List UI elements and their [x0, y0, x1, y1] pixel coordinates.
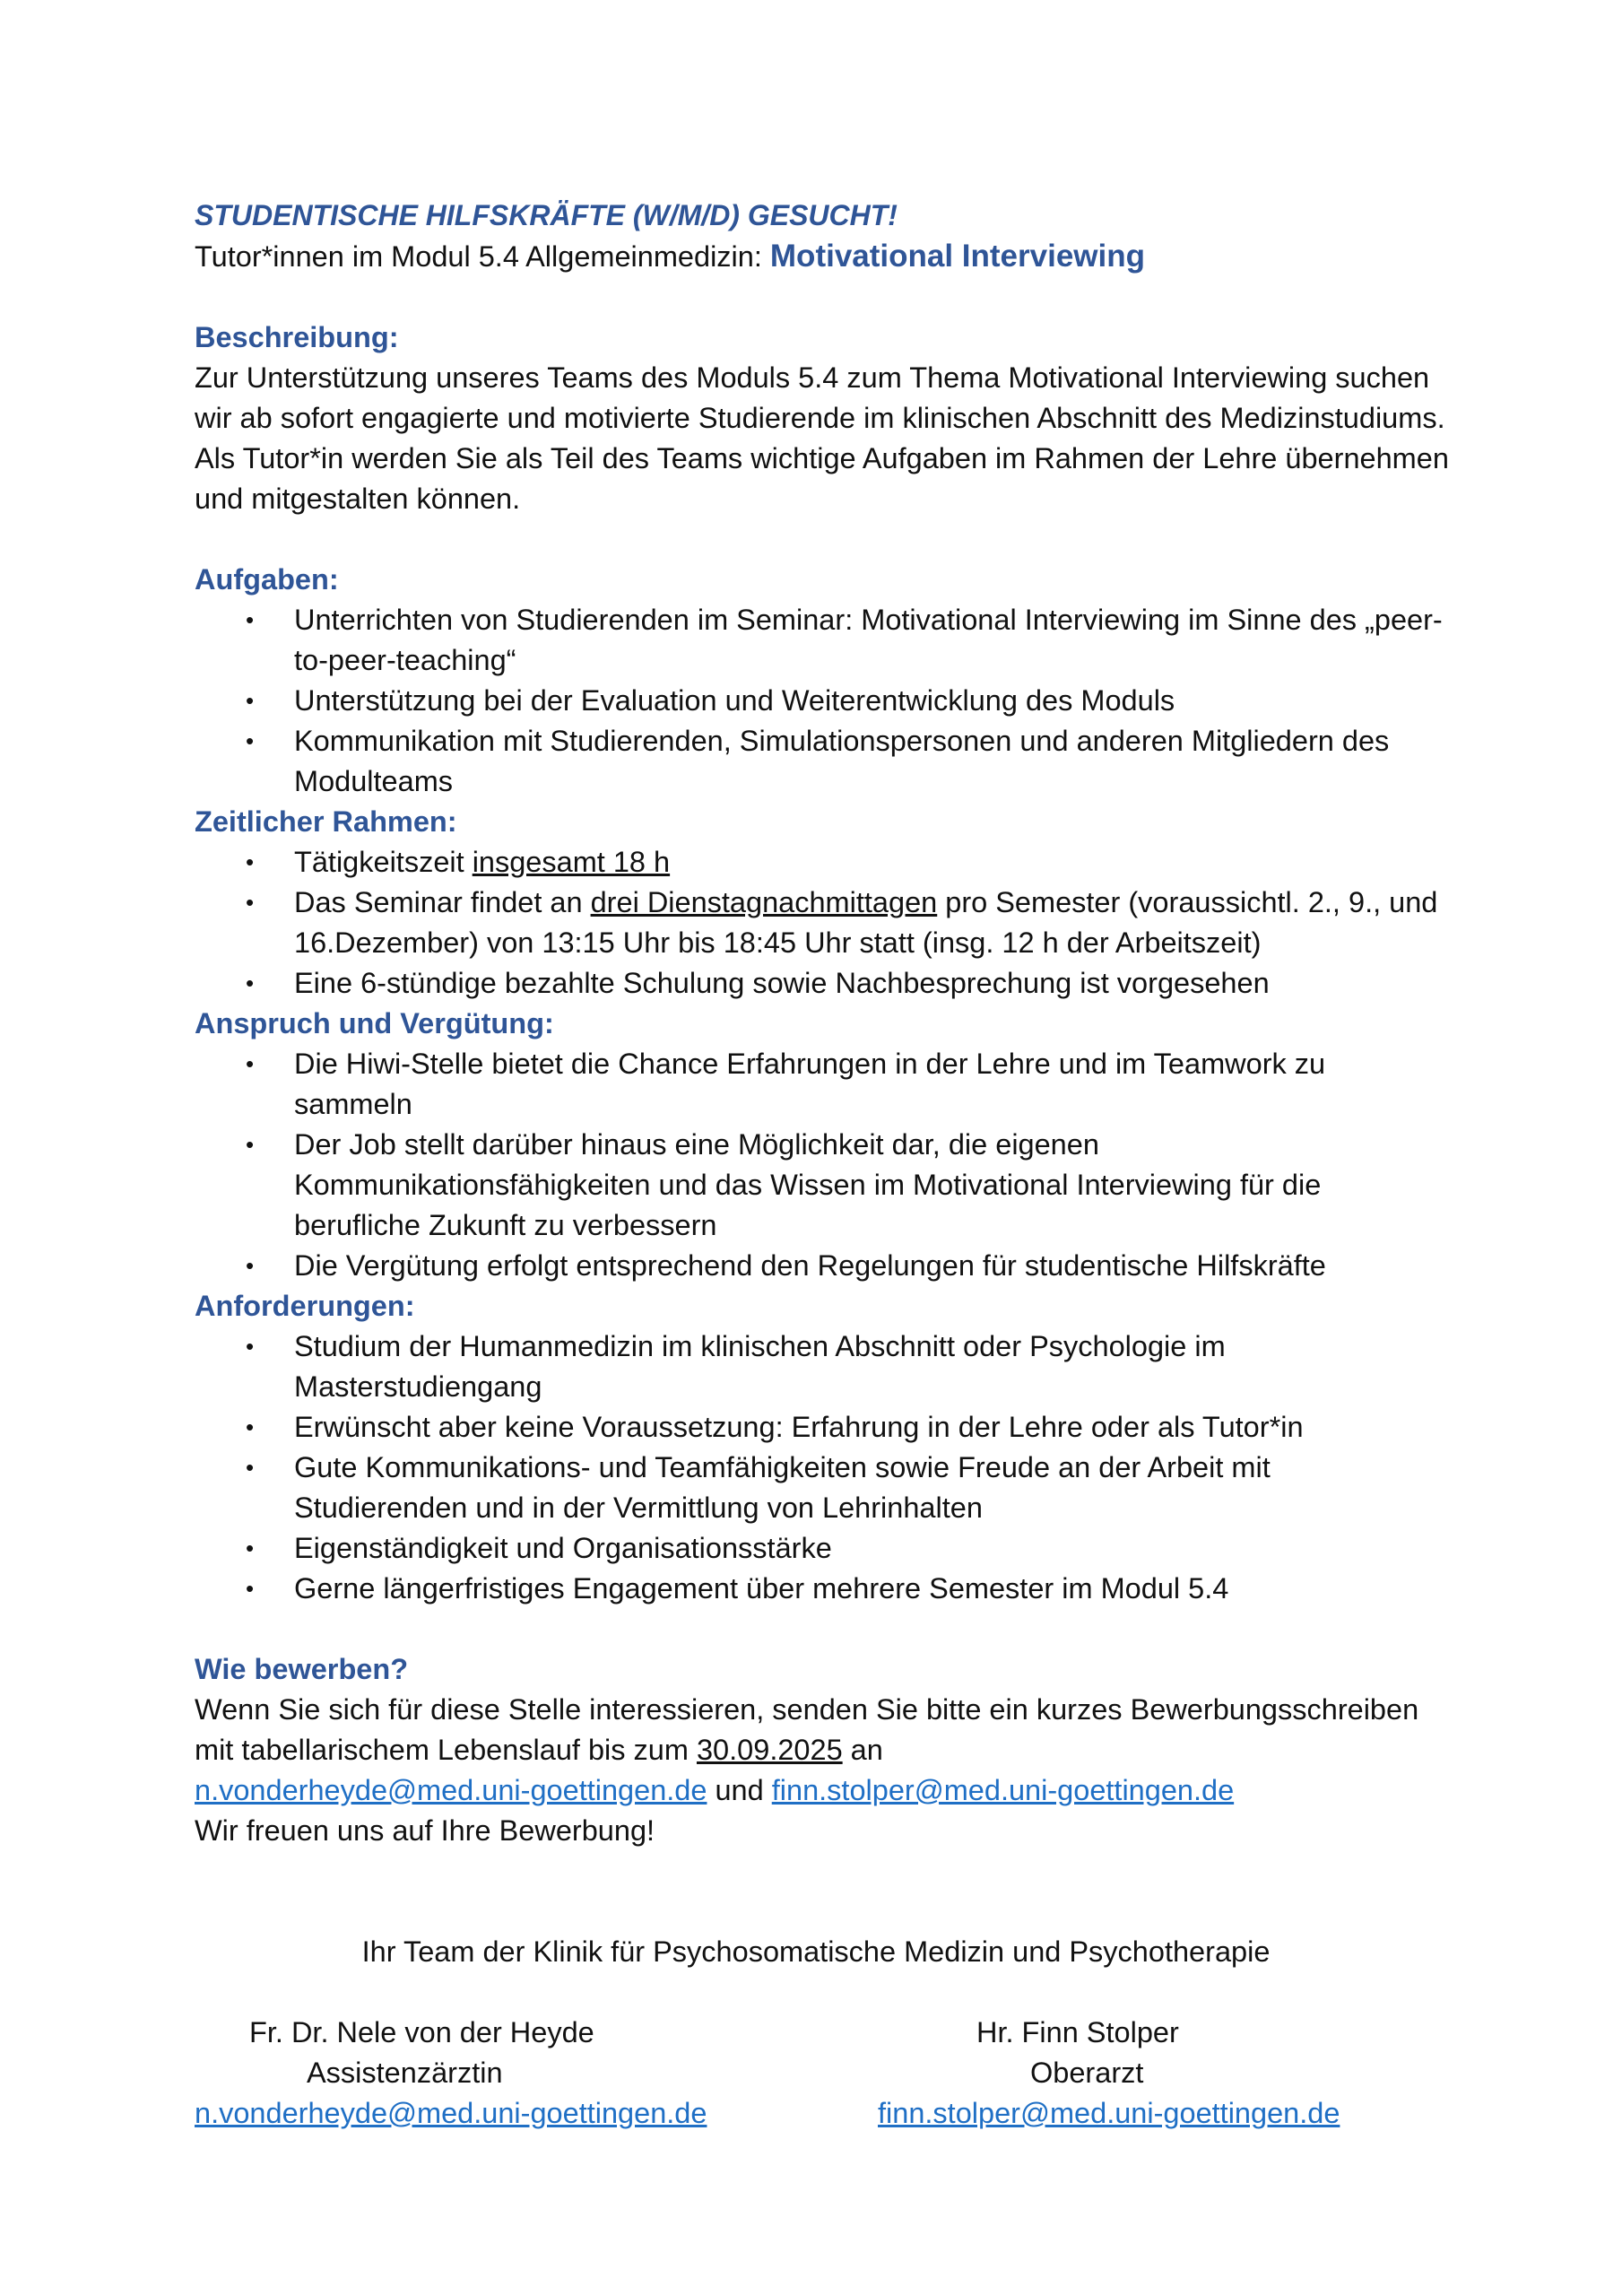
seminar-days: drei Dienstagnachmittagen [590, 886, 938, 918]
bullet-icon: • [246, 727, 255, 754]
section-heading-anspruch: Anspruch und Vergütung: [195, 1007, 554, 1039]
zeitlicher-rahmen-list [195, 842, 1450, 1004]
bullet-icon: • [246, 1575, 255, 1602]
deadline-date: 30.09.2025 [696, 1734, 843, 1766]
list-item: • Die Vergütung erfolgt entsprechend den Regelungen für studentische Hilfskräfte [195, 1246, 1450, 1286]
bullet-icon: • [246, 1535, 255, 1561]
bewerben-emails: n.vonderheyde@med.uni-goettingen.de und finn.stolper@med.uni-goettingen.de [195, 1774, 1235, 1806]
list-item: • Die Hiwi-Stelle bietet die Chance Erfahrungen in der Lehre und im Teamwork zu sammeln [195, 1044, 1450, 1125]
beschreibung-text: Zur Unterstützung unseres Teams des Moduls 5.4 zum Thema Motivational Interviewing suchen wir ab sofort engagierte und motivierte Studierende im klinischen Abschnitt des Medizinstudiums. Als Tutor*in werden Sie als Teil des Teams wichtige Aufgaben im Rahmen der Lehre übernehmen und mitgestalten können. [195, 361, 1449, 515]
job-posting-page [195, 196, 1450, 2138]
list-item: • Gute Kommunikations- und Teamfähigkeiten sowie Freude an der Arbeit mit Studierenden und in der Vermittlung von Lehrinhalten [195, 1448, 1450, 1528]
contact-name: Hr. Finn Stolper [976, 2016, 1179, 2048]
email-link-heyde[interactable]: n.vonderheyde@med.uni-goettingen.de [195, 1774, 707, 1806]
section-heading-aufgaben: Aufgaben: [195, 563, 339, 596]
list-item: • Das Seminar findet an drei Dienstagnachmittagen pro Semester (voraussichtl. 2., 9., und 16.Dezember) von 13:15 Uhr bis 18:45 Uhr statt (insg. 12 h der Arbeitszeit) [195, 883, 1450, 963]
bullet-icon: • [246, 1050, 255, 1077]
page-title: STUDENTISCHE HILFSKRÄFTE (W/M/D) GESUCHT! [195, 199, 898, 231]
bullet-icon: • [246, 1454, 255, 1481]
section-heading-bewerben: Wie bewerben? [195, 1653, 409, 1685]
bullet-icon: • [246, 687, 255, 714]
bullet-icon: • [246, 1252, 255, 1279]
bullet-icon: • [246, 970, 255, 996]
contact-role: Oberarzt [1030, 2057, 1144, 2089]
list-item: • Unterrichten von Studierenden im Seminar: Motivational Interviewing im Sinne des „peer-to-peer-teaching“ [195, 600, 1450, 681]
list-item: • Studium der Humanmedizin im klinischen Abschnitt oder Psychologie im Masterstudiengang [195, 1326, 1450, 1407]
subtitle-prefix: Tutor*innen im Modul 5.4 Allgemeinmedizin: [195, 240, 770, 273]
bullet-icon: • [246, 1413, 255, 1440]
bullet-icon: • [246, 1333, 255, 1360]
section-heading-beschreibung: Beschreibung: [195, 321, 399, 353]
list-item: • Eine 6-stündige bezahlte Schulung sowie Nachbesprechung ist vorgesehen [195, 963, 1450, 1004]
subtitle-accent: Motivational Interviewing [769, 239, 1146, 274]
bullet-icon: • [246, 848, 255, 875]
list-item: • Tätigkeitszeit insgesamt 18 h [195, 842, 1450, 883]
contact-email-link[interactable]: finn.stolper@med.uni-goettingen.de [878, 2097, 1340, 2129]
contact-card-stolper [878, 2013, 1416, 2134]
bewerben-text: Wenn Sie sich für diese Stelle interessieren, senden Sie bitte ein kurzes Bewerbungsschreiben mit tabellarischem Lebenslauf bis zum 30.09.2025 an [195, 1693, 1419, 1766]
section-heading-anforderungen: Anforderungen: [195, 1290, 415, 1322]
contact-name: Fr. Dr. Nele von der Heyde [249, 2016, 594, 2048]
list-item: • Gerne längerfristiges Engagement über mehrere Semester im Modul 5.4 [195, 1569, 1450, 1609]
team-line: Ihr Team der Klinik für Psychosomatische Medizin und Psychotherapie [361, 1935, 1271, 1968]
bullet-icon: • [246, 1131, 255, 1158]
anspruch-list [195, 1044, 1450, 1286]
closing-text: Wir freuen uns auf Ihre Bewerbung! [195, 1814, 655, 1847]
list-item: • Kommunikation mit Studierenden, Simulationspersonen und anderen Mitgliedern des Modulteams [195, 721, 1450, 802]
list-item: • Eigenständigkeit und Organisationsstärke [195, 1528, 1450, 1569]
email-link-stolper[interactable]: finn.stolper@med.uni-goettingen.de [771, 1774, 1235, 1806]
aufgaben-list [195, 600, 1450, 802]
section-heading-zeitlicher-rahmen: Zeitlicher Rahmen: [195, 805, 457, 838]
total-hours: insgesamt 18 h [472, 846, 671, 878]
list-item: • Unterstützung bei der Evaluation und Weiterentwicklung des Moduls [195, 681, 1450, 721]
contacts-block [195, 2013, 1450, 2138]
bullet-icon: • [246, 606, 255, 633]
contact-role: Assistenzärztin [307, 2057, 503, 2089]
page-subtitle [195, 236, 1450, 277]
bullet-icon: • [246, 889, 255, 916]
anforderungen-list [195, 1326, 1450, 1609]
contact-email-link[interactable]: n.vonderheyde@med.uni-goettingen.de [195, 2097, 707, 2129]
contact-card-heyde [195, 2013, 733, 2134]
list-item: • Erwünscht aber keine Voraussetzung: Erfahrung in der Lehre oder als Tutor*in [195, 1407, 1450, 1448]
list-item: • Der Job stellt darüber hinaus eine Möglichkeit dar, die eigenen Kommunikationsfähigkeiten und das Wissen im Motivational Interviewing für die berufliche Zukunft zu verbessern [195, 1125, 1450, 1246]
